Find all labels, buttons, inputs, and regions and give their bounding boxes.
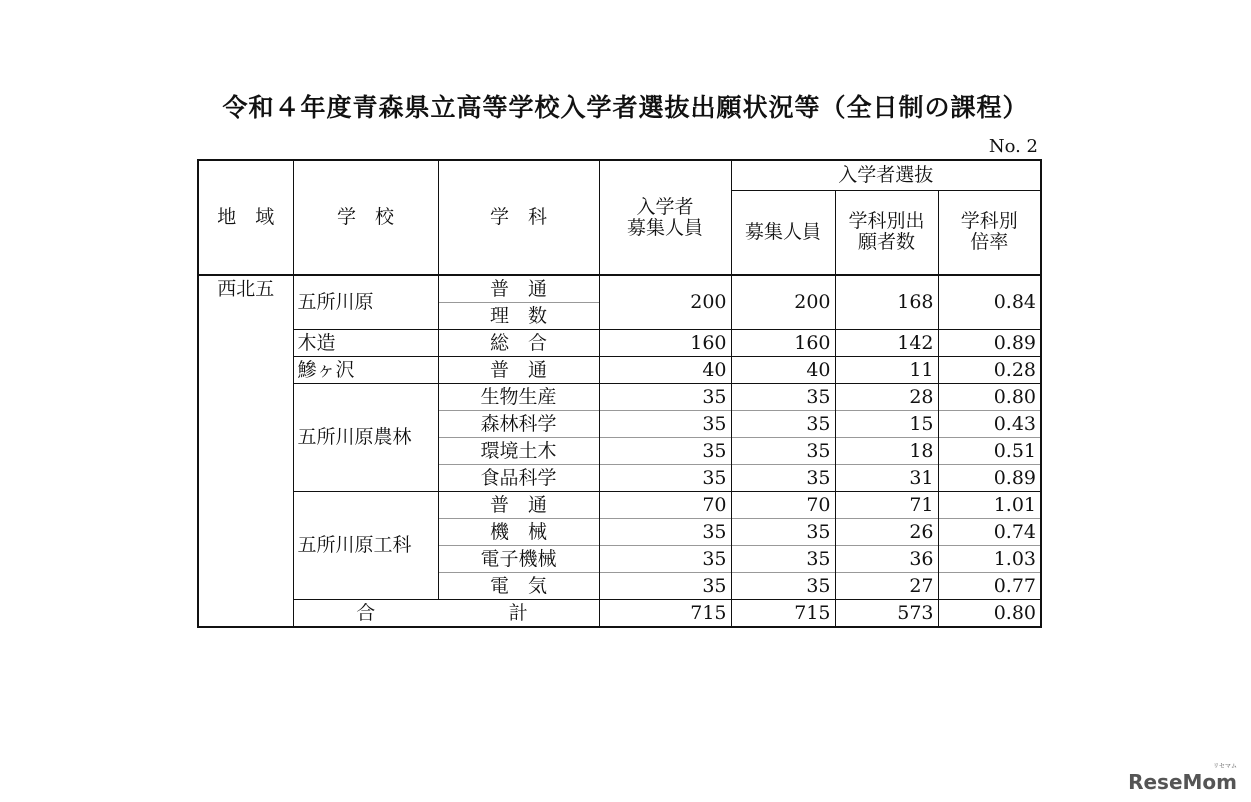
school-name: 木造 — [293, 330, 438, 357]
total-label-a: 合 — [293, 600, 438, 628]
department: 環境土木 — [438, 438, 599, 465]
recruit-value: 160 — [731, 330, 835, 357]
ratio-value: 0.51 — [938, 438, 1041, 465]
school-name: 鰺ヶ沢 — [293, 357, 438, 384]
applicants-value: 26 — [835, 519, 938, 546]
applicants-value: 36 — [835, 546, 938, 573]
applicants-value: 28 — [835, 384, 938, 411]
total-label-b: 計 — [438, 600, 599, 628]
department: 普 通 — [438, 492, 599, 519]
ratio-value: 0.28 — [938, 357, 1041, 384]
capacity-value: 40 — [599, 357, 731, 384]
applicants-value: 18 — [835, 438, 938, 465]
department: 森林科学 — [438, 411, 599, 438]
recruit-value: 35 — [731, 384, 835, 411]
school-name: 五所川原 — [293, 275, 438, 330]
resemom-logo — [1128, 763, 1237, 794]
capacity-value: 35 — [599, 519, 731, 546]
department: 生物生産 — [438, 384, 599, 411]
total-ratio: 0.80 — [938, 600, 1041, 628]
document-title: 令和４年度青森県立高等学校入学者選抜出願状況等（全日制の課程） — [222, 93, 1029, 122]
ratio-value: 0.89 — [938, 330, 1041, 357]
region-cell: 西北五 — [198, 275, 293, 627]
school-name: 五所川原農林 — [293, 384, 438, 492]
header-capacity: 入学者 募集人員 — [599, 160, 731, 275]
header-applicants: 学科別出 願者数 — [835, 190, 938, 275]
ratio-value: 1.01 — [938, 492, 1041, 519]
header-ratio: 学科別 倍率 — [938, 190, 1041, 275]
capacity-value: 35 — [599, 438, 731, 465]
recruit-value: 70 — [731, 492, 835, 519]
applicants-value: 11 — [835, 357, 938, 384]
page-number: No. 2 — [988, 136, 1038, 157]
department: 食品科学 — [438, 465, 599, 492]
ratio-value: 0.89 — [938, 465, 1041, 492]
ratio-value: 1.03 — [938, 546, 1041, 573]
header-department: 学 科 — [438, 160, 599, 275]
department: 電 気 — [438, 573, 599, 600]
recruit-value: 35 — [731, 546, 835, 573]
department: 普 通 — [438, 357, 599, 384]
applicants-value: 15 — [835, 411, 938, 438]
applicants-value: 71 — [835, 492, 938, 519]
recruit-value: 35 — [731, 519, 835, 546]
school-name: 五所川原工科 — [293, 492, 438, 600]
capacity-value: 35 — [599, 411, 731, 438]
recruit-value: 40 — [731, 357, 835, 384]
logo-sub: リセマム — [1213, 763, 1237, 770]
recruit-value: 35 — [731, 438, 835, 465]
ratio-value: 0.80 — [938, 384, 1041, 411]
total-recruit: 715 — [731, 600, 835, 628]
header-region: 地 域 — [198, 160, 293, 275]
total-capacity: 715 — [599, 600, 731, 628]
ratio-value: 0.84 — [938, 275, 1041, 330]
recruit-value: 35 — [731, 573, 835, 600]
header-selection-group: 入学者選抜 — [731, 160, 1041, 190]
ratio-value: 0.43 — [938, 411, 1041, 438]
logo-text: ReseMom — [1128, 770, 1237, 794]
department: 理 数 — [438, 303, 599, 330]
capacity-value: 35 — [599, 465, 731, 492]
header-recruit: 募集人員 — [731, 190, 835, 275]
capacity-value: 35 — [599, 546, 731, 573]
capacity-value: 200 — [599, 275, 731, 330]
applicants-value: 27 — [835, 573, 938, 600]
capacity-value: 70 — [599, 492, 731, 519]
applicant-table — [197, 159, 1042, 628]
ratio-value: 0.74 — [938, 519, 1041, 546]
ratio-value: 0.77 — [938, 573, 1041, 600]
applicants-value: 168 — [835, 275, 938, 330]
capacity-value: 160 — [599, 330, 731, 357]
header-school: 学 校 — [293, 160, 438, 275]
total-applicants: 573 — [835, 600, 938, 628]
applicants-value: 142 — [835, 330, 938, 357]
department: 電子機械 — [438, 546, 599, 573]
capacity-value: 35 — [599, 384, 731, 411]
department: 普 通 — [438, 275, 599, 303]
department: 総 合 — [438, 330, 599, 357]
applicants-value: 31 — [835, 465, 938, 492]
recruit-value: 35 — [731, 465, 835, 492]
capacity-value: 35 — [599, 573, 731, 600]
department: 機 械 — [438, 519, 599, 546]
recruit-value: 200 — [731, 275, 835, 330]
recruit-value: 35 — [731, 411, 835, 438]
